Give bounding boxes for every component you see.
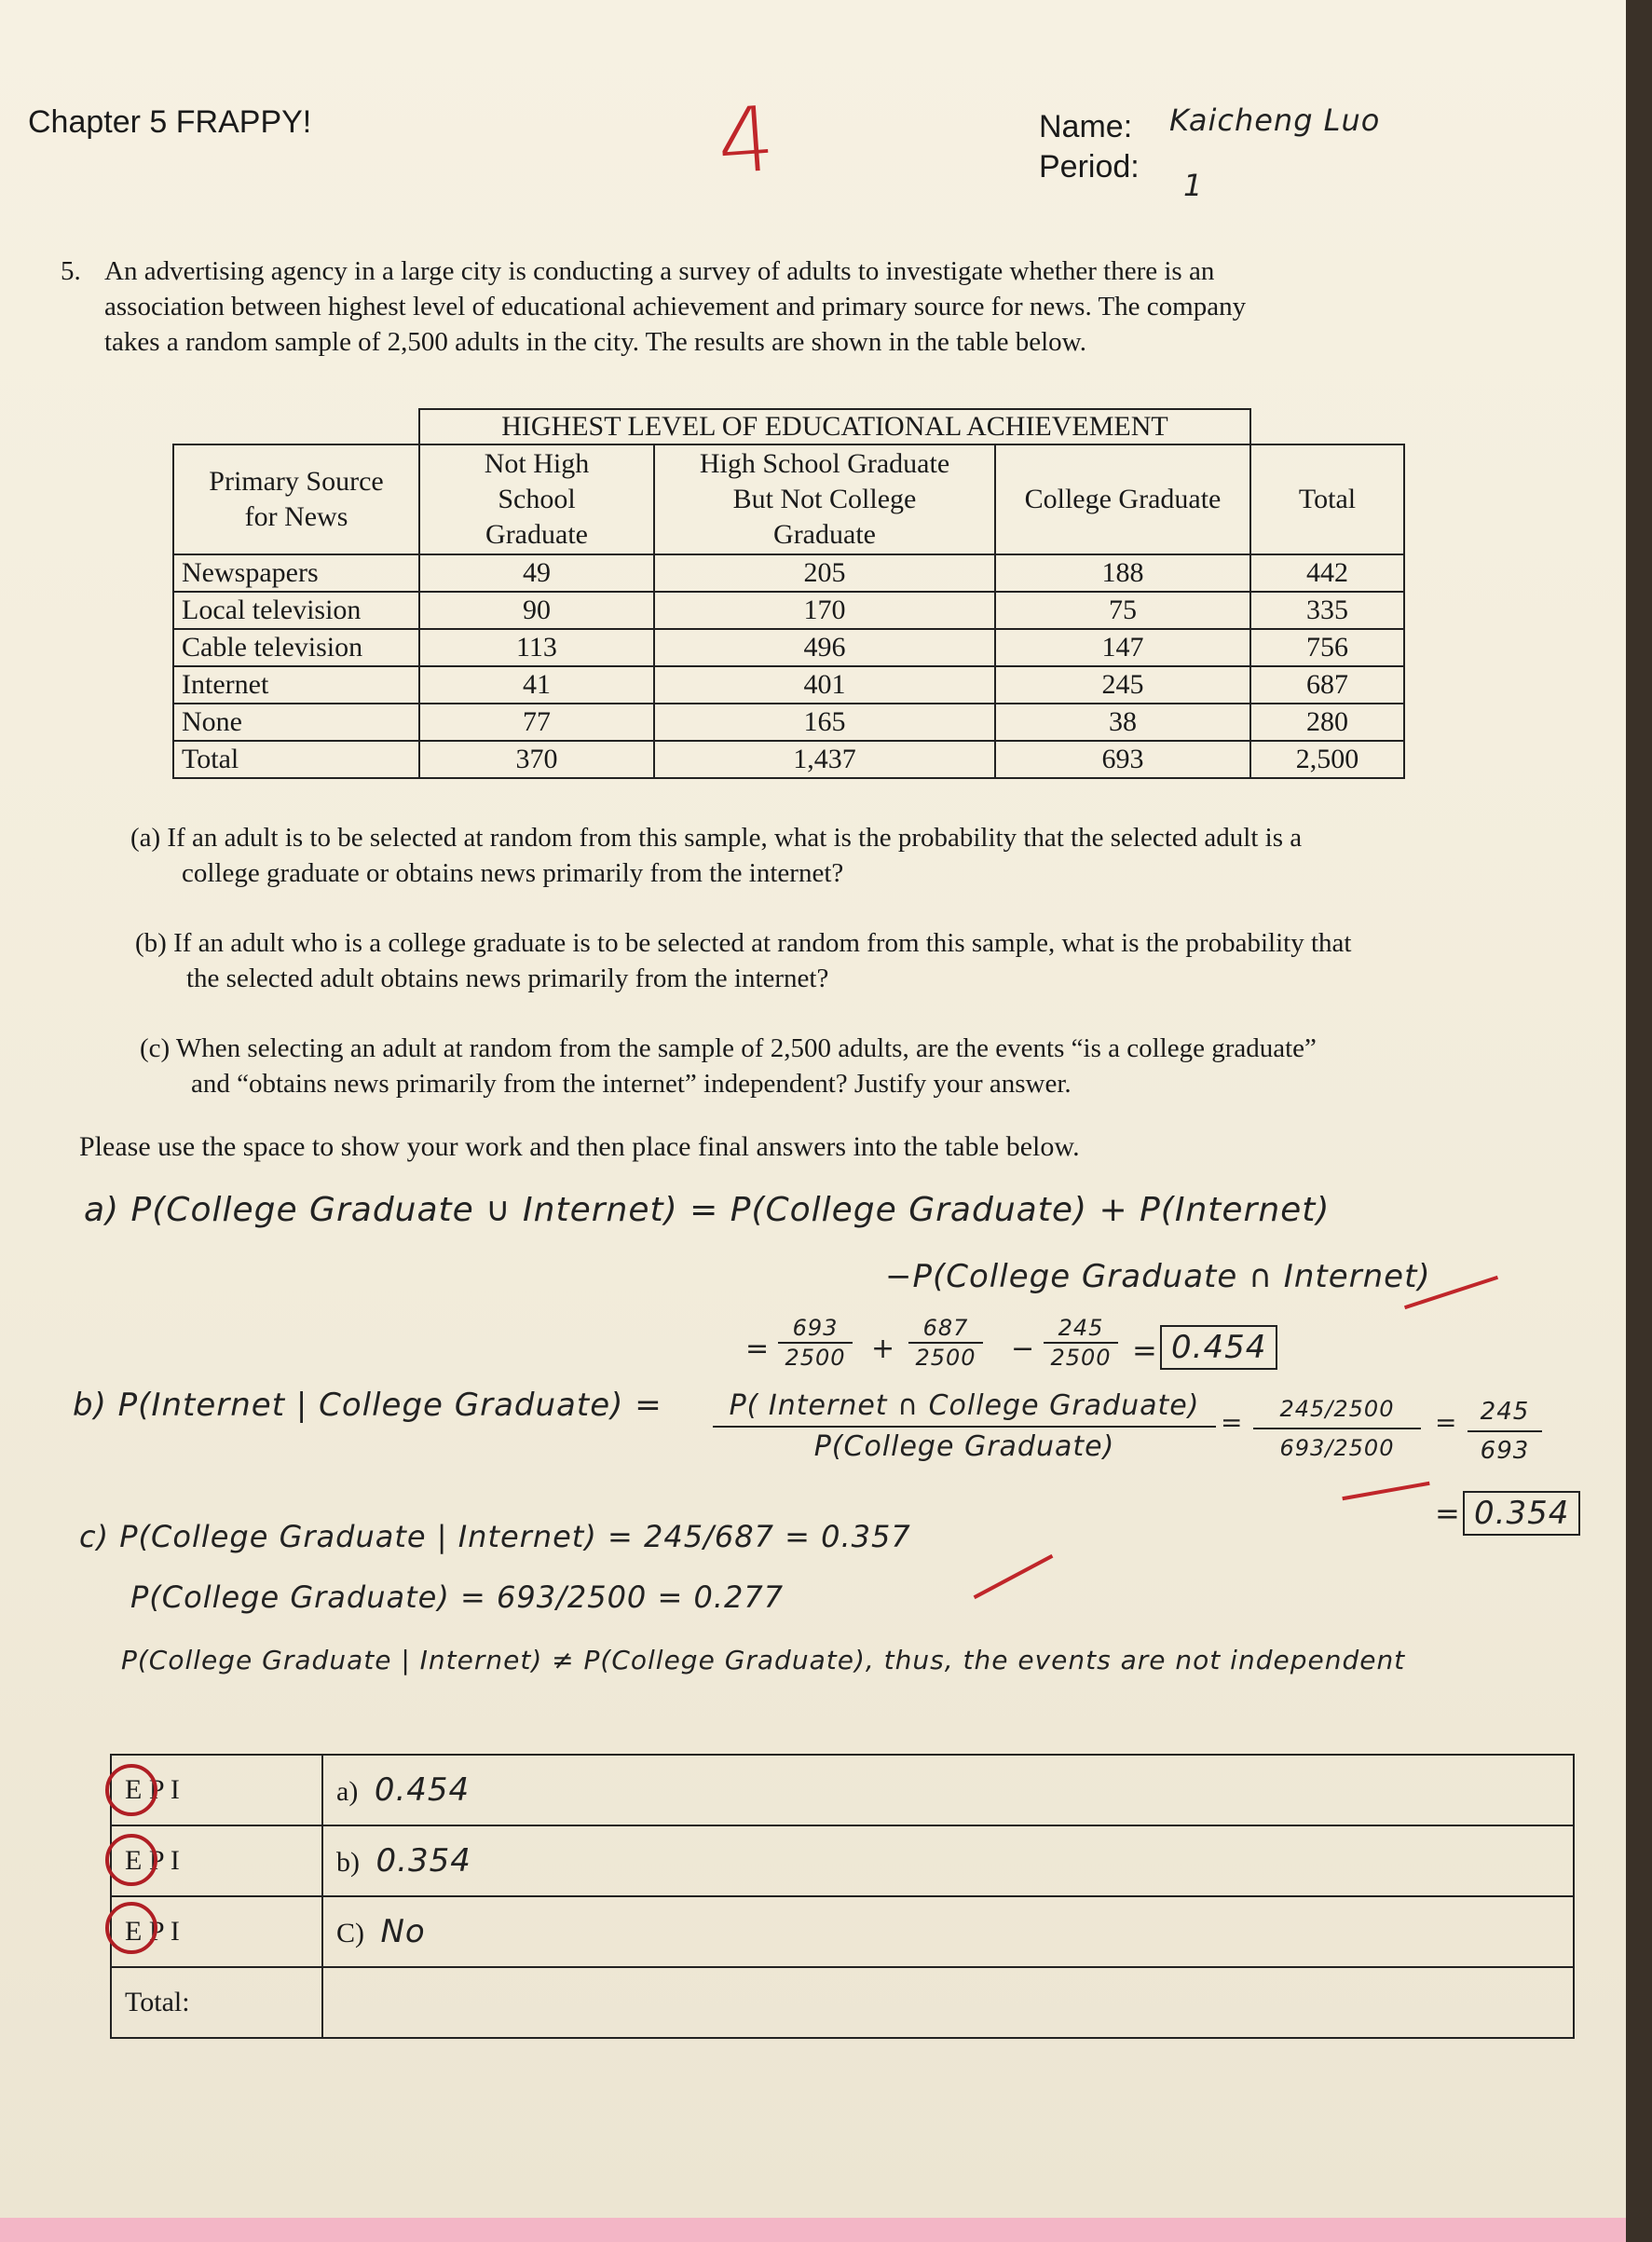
table-row [173, 704, 1404, 741]
table-cell: 687 [1250, 666, 1404, 704]
grade-cell: E P I [111, 1825, 322, 1896]
part-a-text [130, 820, 1528, 891]
answer-row [111, 1825, 1574, 1896]
answer-cell [322, 1755, 1574, 1825]
col-header-line: Not High [484, 448, 590, 479]
answer-cell [322, 1825, 1574, 1896]
table-cell: 38 [995, 704, 1250, 741]
fraction-den: 2500 [785, 1345, 846, 1371]
period-value: 1 [1183, 168, 1204, 203]
col-header-line: Graduate [485, 519, 588, 550]
table-row [173, 629, 1404, 666]
answer-row [111, 1755, 1574, 1825]
worksheet-title: Chapter 5 FRAPPY! [28, 104, 312, 140]
equals-sign: = [1132, 1333, 1158, 1368]
fraction-num: 245/2500 [1253, 1390, 1421, 1429]
fraction-num: 693 [778, 1314, 853, 1344]
answer-b-boxed: 0.354 [1463, 1491, 1580, 1536]
table-cell: 113 [419, 629, 654, 666]
grade-circle-mark [105, 1902, 157, 1954]
col-header-hs [654, 444, 995, 554]
answer-value: 0.454 [374, 1771, 471, 1809]
col-header-line: Total [1298, 484, 1357, 514]
name-value: Kaicheng Luo [1169, 103, 1381, 138]
table-cell: 401 [654, 666, 995, 704]
table-cell: 165 [654, 704, 995, 741]
table-cell: 75 [995, 592, 1250, 629]
table-cell: 335 [1250, 592, 1404, 629]
background-edge-right [1626, 0, 1652, 2242]
table-cell: 1,437 [654, 741, 995, 778]
fraction-den: 2500 [915, 1345, 976, 1371]
part-line: (a) If an adult is to be selected at random from this sample, what is the probability that the selected adult is a [130, 823, 1303, 853]
answer-label: a) [336, 1776, 359, 1807]
work-c-line3: P(College Graduate | Internet) ≠ P(College Graduate), thus, the events are not independent [121, 1645, 1406, 1675]
col-header-line: College Graduate [1024, 484, 1222, 514]
answer-row-total [111, 1967, 1574, 2038]
table-cell: 370 [419, 741, 654, 778]
work-b-fraction-2 [1253, 1390, 1421, 1467]
question-stem [104, 253, 1427, 360]
minus-sign: − [1011, 1333, 1036, 1365]
col-header-line: Graduate [773, 519, 876, 550]
table-row [173, 554, 1404, 592]
group-header: HIGHEST LEVEL OF EDUCATIONAL ACHIEVEMENT [419, 409, 1250, 444]
grade-cell: E P I [111, 1896, 322, 1967]
fraction-den: 693 [1480, 1437, 1530, 1465]
table-cell: 90 [419, 592, 654, 629]
table-cell: 496 [654, 629, 995, 666]
grade-cell: E P I [111, 1755, 322, 1825]
fraction-den: 693/2500 [1279, 1435, 1395, 1461]
col-header-line: But Not College [732, 484, 917, 514]
table-row-total [173, 741, 1404, 778]
table-cell: 693 [995, 741, 1250, 778]
period-label: Period: [1039, 149, 1140, 185]
question-line: An advertising agency in a large city is conducting a survey of adults to investigate whether there is an [104, 256, 1215, 286]
fraction-1 [778, 1314, 853, 1372]
fraction-num: 245 [1468, 1393, 1542, 1432]
row-header-line: for News [244, 501, 348, 532]
table-cell: 756 [1250, 629, 1404, 666]
col-header-not-hs [419, 444, 654, 554]
fraction-num: 245 [1044, 1314, 1118, 1344]
fraction-num: P( Internet ∩ College Graduate) [713, 1387, 1216, 1428]
question-line: association between highest level of educational achievement and primary source for news. The company [104, 292, 1247, 321]
table-cell: 188 [995, 554, 1250, 592]
work-a-line1: a) P(College Graduate ∪ Internet) = P(College Graduate) + P(Internet) [84, 1191, 1331, 1229]
background-edge [0, 2218, 1652, 2242]
row-label: Cable television [173, 629, 419, 666]
instruction-text: Please use the space to show your work and then place final answers into the table below. [79, 1131, 1080, 1162]
equals-sign: = [1435, 1496, 1461, 1531]
table-cell: 442 [1250, 554, 1404, 592]
col-header-total [1250, 444, 1404, 554]
equals-sign: = [1435, 1407, 1458, 1438]
table-cell: 245 [995, 666, 1250, 704]
work-c-line2: P(College Graduate) = 693/2500 = 0.277 [130, 1579, 785, 1615]
table-cell: 205 [654, 554, 995, 592]
col-header-college [995, 444, 1250, 554]
plus-sign: + [871, 1333, 896, 1365]
row-label: Local television [173, 592, 419, 629]
total-cell [322, 1967, 1574, 2038]
grade-circle-mark [105, 1764, 157, 1816]
score-mark: 4 [714, 87, 778, 195]
answer-label: b) [336, 1847, 360, 1878]
work-a-line2: −P(College Graduate ∩ Internet) [885, 1258, 1431, 1295]
total-label: Total: [111, 1967, 322, 2038]
row-label: Total [173, 741, 419, 778]
table-cell: 2,500 [1250, 741, 1404, 778]
grade-circle-mark [105, 1834, 157, 1886]
final-answer-table [110, 1754, 1575, 2039]
work-b-fraction [713, 1387, 1216, 1467]
answer-cell [322, 1896, 1574, 1967]
table-cell: 49 [419, 554, 654, 592]
row-label: None [173, 704, 419, 741]
table-cell: 280 [1250, 704, 1404, 741]
answer-row [111, 1896, 1574, 1967]
education-news-table [172, 408, 1405, 779]
work-c-line1: c) P(College Graduate | Internet) = 245/687 = 0.357 [79, 1519, 911, 1554]
part-line: college graduate or obtains news primarily from the internet? [182, 858, 844, 888]
row-label: Internet [173, 666, 419, 704]
work-b-fraction-3 [1468, 1393, 1542, 1470]
part-b-text [135, 925, 1533, 996]
table-row [173, 592, 1404, 629]
answer-value: No [380, 1913, 426, 1950]
row-header-cell [173, 444, 419, 554]
fraction-den: P(College Graduate) [813, 1430, 1115, 1463]
fraction-num: 687 [908, 1314, 983, 1344]
part-line: (b) If an adult who is a college graduate is to be selected at random from this sample, what is the probability that [135, 928, 1352, 958]
question-line: takes a random sample of 2,500 adults in the city. The results are shown in the table below. [104, 327, 1086, 357]
work-b-lhs: b) P(Internet | College Graduate) = [73, 1387, 662, 1424]
part-c-text [140, 1031, 1537, 1101]
question-number: 5. [61, 256, 81, 286]
table-cell: 77 [419, 704, 654, 741]
part-line: the selected adult obtains news primarily from the internet? [186, 964, 829, 993]
table-cell: 41 [419, 666, 654, 704]
answer-label: C) [336, 1918, 364, 1948]
equals-sign: = [1221, 1407, 1244, 1438]
answer-a-boxed: 0.454 [1160, 1325, 1277, 1370]
fraction-3 [1044, 1314, 1118, 1372]
row-label: Newspapers [173, 554, 419, 592]
part-line: and “obtains news primarily from the internet” independent? Justify your answer. [191, 1069, 1072, 1099]
row-header-line: Primary Source [209, 466, 384, 497]
table-row [173, 666, 1404, 704]
table-cell: 170 [654, 592, 995, 629]
part-line: (c) When selecting an adult at random from the sample of 2,500 adults, are the events “is a college graduate” [140, 1033, 1317, 1063]
equals-sign: = [745, 1333, 771, 1365]
answer-value: 0.354 [375, 1842, 471, 1880]
col-header-line: School [498, 484, 576, 514]
fraction-2 [908, 1314, 983, 1372]
col-header-line: High School Graduate [699, 448, 950, 479]
table-cell: 147 [995, 629, 1250, 666]
name-label: Name: [1039, 109, 1133, 144]
fraction-den: 2500 [1050, 1345, 1112, 1371]
